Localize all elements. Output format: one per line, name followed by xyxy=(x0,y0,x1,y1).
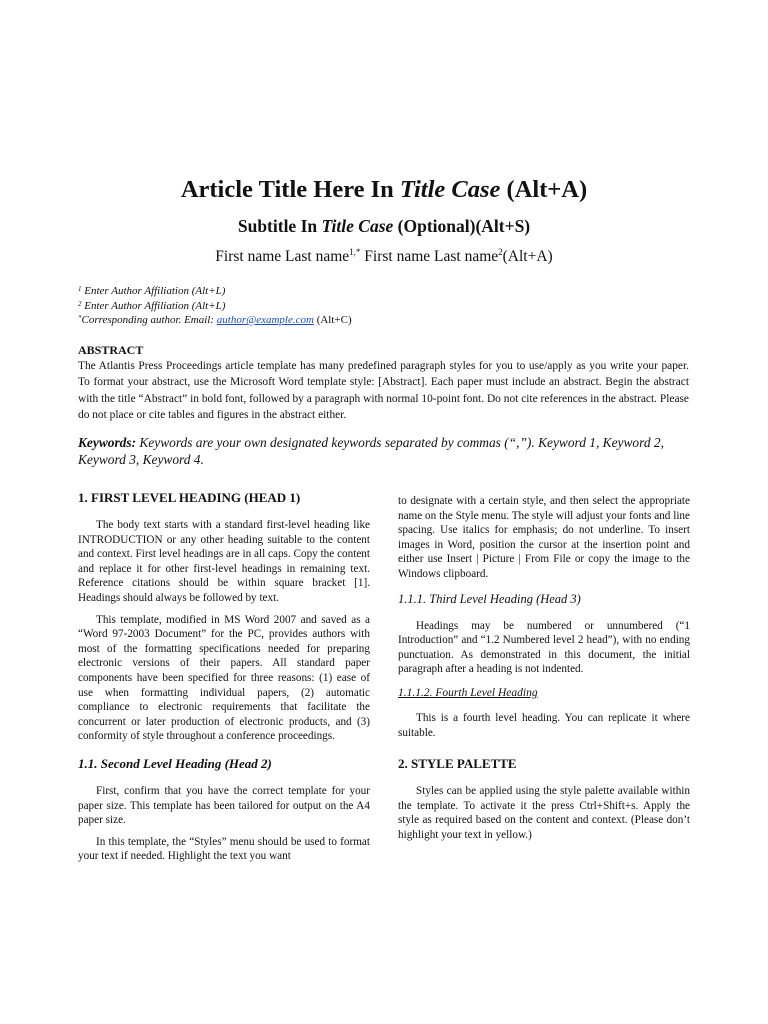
heading-third-level: 1.1.1. Third Level Heading (Head 3) xyxy=(398,591,581,606)
heading-fourth-level: 1.1.1.2. Fourth Level Heading xyxy=(398,686,538,699)
heading-style-palette: 2. STYLE PALETTE xyxy=(398,756,517,772)
affiliation-2: $^2$ Enter Author Affiliation (Alt+L) xyxy=(78,299,226,312)
heading-second-level: 1.1. Second Level Heading (Head 2) xyxy=(78,755,272,771)
keywords-label: Keywords: xyxy=(78,435,137,450)
right-column xyxy=(398,494,690,850)
article-title: Article Title Here In Title Case (Alt+A) xyxy=(180,176,588,203)
corresponding-author: *Corresponding author. Email: author@example.com (Alt+C) xyxy=(78,314,352,326)
body-paragraph: This is a fourth level heading. You can replicate it where suitable. xyxy=(398,711,690,739)
affiliations xyxy=(78,284,698,328)
affiliation-1: $^1$ Enter Author Affiliation (Alt+L) xyxy=(78,285,226,297)
heading-first-level: 1. FIRST LEVEL HEADING (HEAD 1) xyxy=(78,490,301,505)
author-email-link[interactable]: author@example.com xyxy=(216,314,314,326)
body-paragraph: Styles can be applied using the style palette available within the template. To activate it the press Ctrl+Shift+s. Apply the style as required based on the content and context. (Please don’t highlight your text in yellow.) xyxy=(398,785,690,841)
body-paragraph: In this template, the “Styles” menu should be used to format your text if needed. Highlight the text you want xyxy=(78,835,370,863)
abstract-heading: ABSTRACT xyxy=(78,343,144,357)
left-column xyxy=(78,490,370,871)
keywords: Keywords: Keywords are your own designated keywords separated by commas (“,”). Keyword 1, Keyword 2, Keyword 3, Keyword 4. xyxy=(78,435,664,467)
article-subtitle: Subtitle In Title Case (Optional)(Alt+S) xyxy=(237,216,531,236)
body-paragraph: This template, modified in MS Word 2007 and saved as a “Word 97-2003 Document” for the PC, provides authors with most of the formatting specifications needed for preparing electronic versions of their papers. All standard paper components have been specified for three reasons: (1) ease of use when formatting individual papers, (2) automatic compliance to electronic requirements that facilitate the concurrent or later production of electronic products, and (3) conformity of style throughout a conference proceedings. xyxy=(78,613,370,743)
body-paragraph: to designate with a certain style, and then select the appropriate name on the Style menu. The style will adjust your fonts and line spacing. Use italics for emphasis; do not underline. To insert images in Word, position the cursor at the insertion point and either use Insert | Picture | From File or copy the image to the Windows clipboard. xyxy=(398,495,690,580)
body-paragraph: Headings may be numbered or unnumbered (“1 Introduction” and “1.2 Numbered level 2 head”), with no ending punctuation. As demonstrated in this document, the initial paragraph after a heading is not indented. xyxy=(398,619,690,676)
body-paragraph: First, confirm that you have the correct template for your paper size. This template has been tailored for output on the A4 paper size. xyxy=(78,784,370,827)
abstract-body: The Atlantis Press Proceedings article template has many predefined paragraph styles for you to use/apply as you write your paper. To format your abstract, use the Microsoft Word template style: [Abstract]. Each paper must include an abstract. Begin the abstract with the title “Abstract” in bold font, followed by a paragraph with normal 10-point font. Do not cite references in the abstract. Please do not place or cite tables and figures in the abstract either. xyxy=(78,360,689,421)
author-line: First name Last name$^{1,*}$ First name Last name$^2$(Alt+A) xyxy=(215,247,553,265)
body-paragraph: The body text starts with a standard first-level heading like INTRODUCTION or any other heading suitable to the content and context. First level headings are in all caps. Copy the content and replace it for other first-level headings in remaining text. Reference citations should be within square bracket [1]. Headings should always be followed by text. xyxy=(78,519,370,604)
